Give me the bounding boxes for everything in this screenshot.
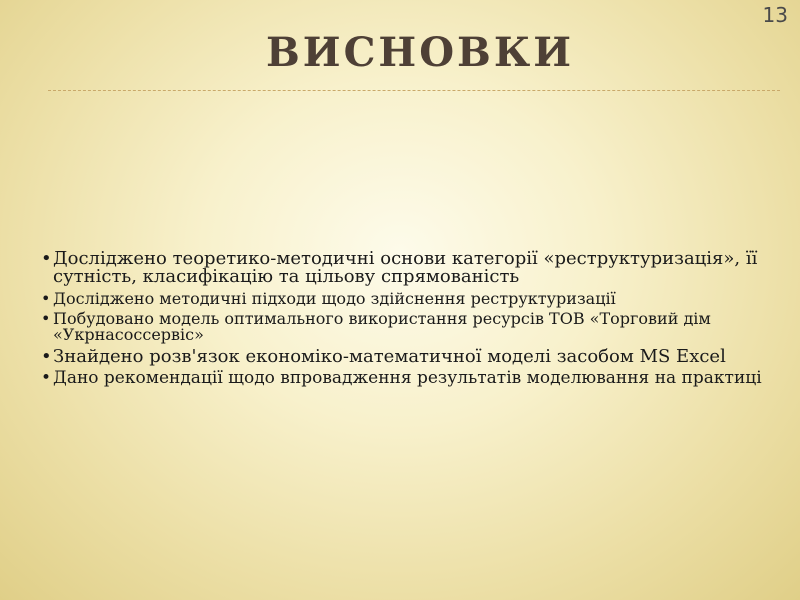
list-item: • Досліджено теоретико-методичні основи категорії «реструктуризація», її сутність, класифікацію та цільову спрямованість bbox=[41, 250, 793, 287]
slide-number: 13 bbox=[762, 3, 788, 27]
conclusions-list bbox=[41, 250, 793, 391]
title-divider bbox=[48, 90, 780, 91]
list-item: • Дано рекомендації щодо впровадження результатів моделювання на практиці bbox=[41, 370, 793, 387]
list-item: • Досліджено методичні підходи щодо здійснення реструктуризації bbox=[41, 291, 793, 307]
slide-title: ВИСНОВКИ bbox=[265, 29, 575, 76]
list-item: • Побудовано модель оптимального використання ресурсів ТОВ «Торговий дім «Укрнасоссервіс» bbox=[41, 311, 793, 344]
list-item: • Знайдено розв'язок економіко-математичної моделі засобом MS Excel bbox=[41, 348, 793, 366]
